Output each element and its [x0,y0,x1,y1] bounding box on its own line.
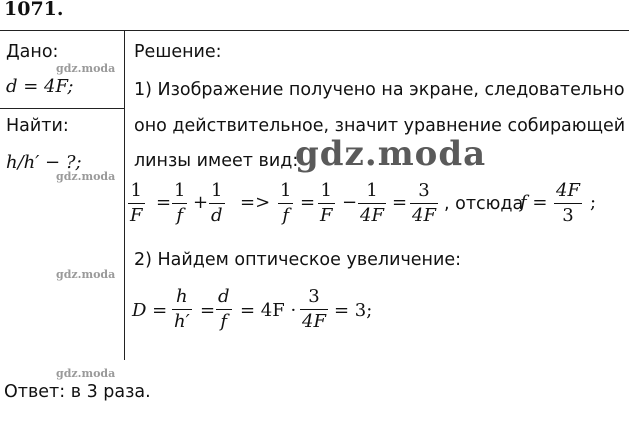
eq1-implies: => [240,192,271,213]
eq1-frac-4F-3: 4F 3 [556,180,580,226]
watermark-4: gdz.moda [56,367,116,380]
eq1-frac-3-4F: 3 4F [412,180,436,226]
eq1-plus: + [193,192,209,213]
eq1-equals-2: = [300,192,316,213]
eq1-frac-1-f: 1 f [174,180,186,226]
given-find-divider [0,108,124,109]
step2-line: 2) Найдем оптическое увеличение: [134,250,462,270]
step1-line3: линзы имеет вид: [134,151,299,171]
eq1-f-equals: f = [520,192,548,213]
given-label: Дано: [6,42,59,62]
eq1-frac-1-4F: 1 4F [360,180,384,226]
eq2-frac-h-hprime: h h′ [174,286,190,332]
problem-number: 1071. [4,0,64,20]
watermark-3: gdz.moda [56,268,116,281]
column-divider [124,30,125,360]
eq1-minus: − [342,192,358,213]
eq2-mid: = 4F · [240,300,297,321]
solution-header: Решение: [134,42,222,62]
eq2-frac-3-4F: 3 4F [302,286,326,332]
eq1-frac-1-F-b: 1 F [320,180,333,226]
eq2-frac-d-f: d f [218,286,230,332]
eq2-equals-1: = [200,300,216,321]
find-label: Найти: [6,116,69,136]
answer-line: Ответ: в 3 раза. [4,382,151,402]
eq1-frac-1-f-b: 1 f [280,180,292,226]
eq1-semicolon: ; [590,192,597,213]
eq1-frac-1-d: 1 d [211,180,223,226]
eq2-D-equals: D = [132,300,168,321]
watermark-1: gdz.moda [56,62,116,75]
eq1-frac-1-F: 1 F [130,180,143,226]
step1-line2: оно действительное, значит уравнение собирающей [134,116,626,136]
watermark-2: gdz.moda [56,170,116,183]
eq1-equals-1: = [156,192,172,213]
find-value: h/h′ − ?; [6,152,82,173]
watermark-big: gdz.moda [295,134,487,174]
eq2-result: = 3; [334,300,373,321]
given-value: d = 4F; [6,76,74,97]
eq1-tail: , отсюда [444,194,524,214]
eq1-equals-3: = [392,192,408,213]
step1-line1: 1) Изображение получено на экране, следовательно [134,80,625,100]
header-rule [0,30,629,31]
